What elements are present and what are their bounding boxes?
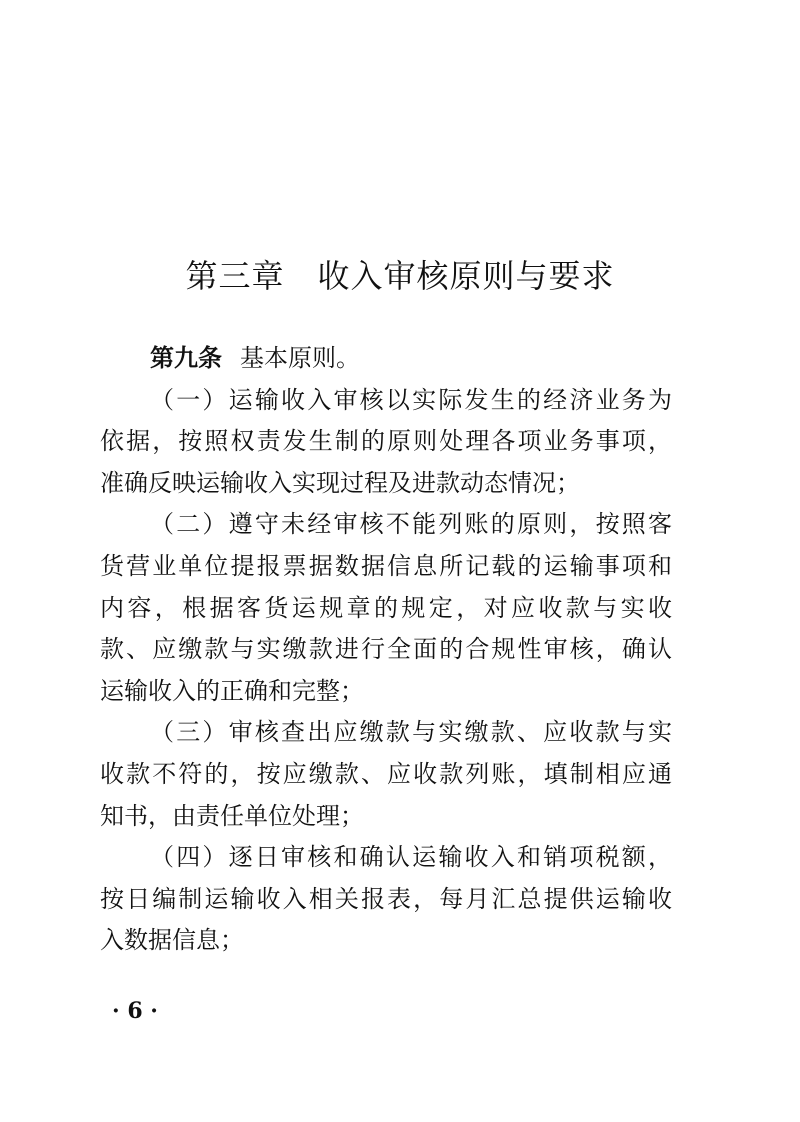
article-body bbox=[100, 338, 672, 962]
body-text-line: （二）遵守未经审核不能列账的原则，按照客 bbox=[150, 510, 672, 539]
page-number: · 6 · bbox=[112, 998, 158, 1024]
article-paragraphs bbox=[100, 380, 672, 962]
article-label: 第九条 bbox=[150, 344, 222, 372]
body-text-line: （四）逐日审核和确认运输收入和销项税额， bbox=[150, 843, 672, 872]
body-text-line: 货营业单位提报票据数据信息所记载的运输事项和 bbox=[100, 551, 672, 580]
body-text-line: 内容，根据客货运规章的规定，对应收款与实收 bbox=[100, 593, 672, 622]
body-text-line: （三）审核查出应缴款与实缴款、应收款与实 bbox=[150, 718, 672, 747]
body-text-line: 准确反映运输收入实现过程及进款动态情况； bbox=[100, 468, 580, 497]
article-heading-line bbox=[100, 338, 672, 380]
body-text-line: 依据，按照权责发生制的原则处理各项业务事项， bbox=[100, 427, 672, 456]
article-heading: 基本原则。 bbox=[240, 344, 360, 372]
chapter-title: 第三章 收入审核原则与要求 bbox=[185, 257, 615, 295]
body-text-line: 入数据信息； bbox=[100, 926, 244, 955]
body-text-line: 知书，由责任单位处理； bbox=[100, 801, 364, 830]
body-text-line: （一）运输收入审核以实际发生的经济业务为 bbox=[150, 385, 672, 414]
body-text-line: 运输收入的正确和完整； bbox=[100, 676, 364, 705]
body-text-line: 收款不符的，按应缴款、应收款列账，填制相应通 bbox=[100, 759, 672, 788]
body-text-line: 按日编制运输收入相关报表，每月汇总提供运输收 bbox=[100, 884, 672, 913]
body-text-line: 款、应缴款与实缴款进行全面的合规性审核，确认 bbox=[100, 635, 672, 664]
